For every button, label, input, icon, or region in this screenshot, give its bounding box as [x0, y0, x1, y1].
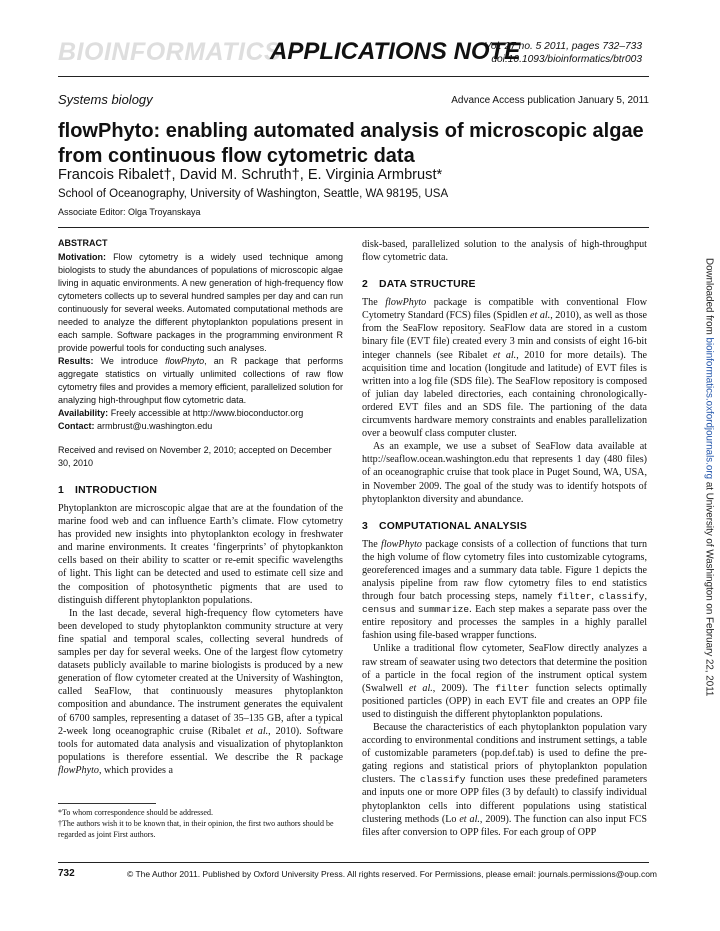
volume-info: [485, 40, 642, 66]
comp-p2-text-b: , 2009). The: [432, 682, 496, 694]
data-p1-text-b: package is compatible with conventional Flow Cytometry Standard (FCS) files (Spidlen: [362, 297, 647, 322]
availability-label: Availability:: [58, 408, 109, 418]
left-column: [58, 238, 343, 777]
code-filter: filter: [557, 591, 592, 603]
contact-email[interactable]: armbrust@u.washington.edu: [97, 421, 213, 431]
intro-p2-package: flowPhyto: [58, 764, 99, 776]
section-heading-computational-analysis: [362, 521, 647, 532]
comp-paragraph-2: [362, 642, 647, 721]
comp-p1-text-c: . Each step makes a separate pass over the entire repository and processes the samples in a highly parallel fashion using file-based wrapper functions.: [362, 604, 648, 642]
section-number: 2: [362, 279, 368, 291]
results-label: Results:: [58, 356, 94, 366]
abstract-contact: [58, 420, 343, 433]
data-p1-etal: et al.: [530, 310, 551, 322]
comp-p1-text-a: The: [362, 538, 382, 550]
data-p1-text-c: , 2010), as well as those from the SeaFlow repository. SeaFlow data are stored in a custom binary file (EVT file) created every 3 min and consists of eight 16-bit integer channels (see Ribalet: [362, 310, 648, 361]
footnote-correspondence: *To whom correspondence should be addressed.: [58, 808, 213, 817]
comp-paragraph-3: [362, 721, 647, 839]
journal-brand: BIOINFORMATICS: [58, 38, 282, 66]
results-text-post: , an R package that performs aggregate statistics on virtually unlimited collections of raw flow cytometry files and provides a memory efficient, parallelized solution for analyzing high-throughput flow cytometric data.: [58, 356, 343, 405]
download-watermark: [701, 258, 717, 728]
download-suffix: at University of Washington on February 22, 2011: [703, 479, 715, 697]
abstract-motivation: [58, 251, 343, 355]
associate-editor: Associate Editor: Olga Troyanskaya: [58, 207, 201, 217]
data-p1-text-a: The: [362, 297, 386, 309]
intro-p2-text-c: , which provides a: [98, 764, 173, 776]
section-title: COMPUTATIONAL ANALYSIS: [379, 520, 527, 532]
comp-p2-text-c: function selects optimally positioned particles (OPP) in each EVT file and creates an OPP file used to distinguish the different phytoplankton populations.: [362, 682, 647, 720]
section-name: Systems biology: [58, 92, 153, 107]
download-prefix: Downloaded from: [703, 258, 715, 338]
copyright-notice: © The Author 2011. Published by Oxford University Press. All rights reserved. For Permissions, please email: journals.permissions@oup.com: [127, 869, 657, 879]
data-paragraph-2: As an example, we use a subset of SeaFlow data available at http://seaflow.ocean.washington.edu that represents 1 day (480 files) of an oceanographic cruise that took place in Puget Sound, WA, USA, in November 2009. The goal of the study was to identify hotspots of phytoplankton diversity and abundance.: [362, 441, 647, 505]
data-paragraph-1: [362, 296, 647, 440]
abstract-heading: ABSTRACT: [58, 238, 108, 248]
comp-sep-1: ,: [591, 591, 599, 603]
data-p1-package: flowPhyto: [385, 297, 427, 309]
right-column: [362, 238, 647, 839]
author-list: Francois Ribalet†, David M. Schruth†, E. Virginia Armbrust*: [58, 167, 443, 183]
section-number: 1: [58, 485, 64, 496]
motivation-label: Motivation:: [58, 252, 106, 262]
comp-sep-3: and: [396, 604, 418, 616]
intro-p2-text-b: , 2010). Software tools for automated data analysis and visualization of phytoplankton populations is therefore essential. We describe the R package: [58, 725, 343, 763]
intro-p2-text-a: In the last decade, several high-frequency flow cytometers have been developed to study phytoplankton community structure at very fine spatial and temporal scales, collecting several hundreds of samples per day for several weeks. One of the largest flow cytometry datasets publicly available to marine biologists is produced by a new generation of flow cytometer created at the University of Washington, called SeaFlow, that continuously measures phytoplankton composition and abundance. The instrument generates the equivalent of 6700 samples, representing a dataset of 35–135 GB, after a typical 2-week long oceanographic cruise (Ribalet: [58, 607, 343, 737]
intro-paragraph-2: [58, 607, 343, 777]
comp-p1-text-b: package consists of a collection of functions that turn the high volume of flow cytometry files into customizable cytograms, georeferenced images and a summary data table. Figure 1 depicts the analysis pipeline from raw flow cytometry files to end statistics through four batch processing steps, namely: [362, 538, 648, 603]
comp-p2-etal: et al.: [409, 682, 433, 694]
download-notice: [704, 258, 715, 696]
section-heading-introduction: [58, 485, 343, 496]
section-title: DATA STRUCTURE: [379, 279, 476, 291]
code-filter-2: filter: [495, 682, 530, 694]
code-classify-2: classify: [419, 774, 466, 786]
data-p1-text-d: , 2010 for more details). The acquisition time and location (longitude and latitude) of EVT files is written into a log file (SDS file). The SeaFlow repository is composed of julian day labeled directories, each containing chronologically-ordered EVT files and an SDS file. The partioning of the data circumvents hardware memory constraints and enables parallelization over a beowulf class computer cluster.: [362, 349, 647, 440]
comp-p3-etal: et al.: [459, 813, 480, 825]
article-type: APPLICATIONS NOTE: [270, 38, 521, 65]
comp-p2-text-a: Unlike a traditional flow cytometer, SeaFlow directly analyzes a raw stream of seawater using two detectors that determine the position of a particle in the focal region of the instrument optical system (Swalwell: [362, 643, 647, 694]
comp-paragraph-1: [362, 538, 647, 643]
comp-p3-text-b: function uses these predefined parameters and inputs one or more OPP files (3 by default) to classify individual phytoplankton cells into different populations using statistical clustering methods (Lo: [362, 774, 647, 825]
download-link[interactable]: bioinformatics.oxfordjournals.org: [703, 337, 715, 480]
intro-paragraph-1: Phytoplankton are microscopic algae that are at the foundation of the marine food web and can influence Earth’s climate. Flow cytometry has provided new insights into phytoplankton ecology in freshwater and marine environments. It creates ‘fingerprints’ of phytopkankton cells based on their ability to scatter or re-emit specific wavelengths of light. This light can be detected and used to estimate cell size and the composition of photosynthetic pigments that are used to distinguish different phytoplankton populations.: [58, 503, 343, 606]
advance-access: Advance Access publication January 5, 2011: [451, 95, 649, 106]
page-number: 732: [58, 868, 75, 879]
abstract-availability: [58, 407, 343, 420]
affiliation: School of Oceanography, University of Washington, Seattle, WA 98195, USA: [58, 188, 449, 200]
volume-pages: Vol. 27 no. 5 2011, pages 732–733: [484, 41, 642, 52]
comp-p3-text-a: Because the characteristics of each phytoplankton population vary according to environmental conditions and instrument settings, a table of customizable parameters (pop.def.tab) is used to define the pre-gating regions and statistical priors of phytoplankton population clusters. The: [362, 722, 647, 786]
section-number: 3: [362, 520, 368, 532]
code-summarize: summarize: [417, 604, 470, 616]
footnote-rule: [58, 803, 156, 804]
contact-label: Contact:: [58, 421, 95, 431]
footnotes: [58, 807, 343, 840]
footnote-joint-authors: †The authors wish it to be known that, in their opinion, the first two authors should be regarded as joint First authors.: [58, 819, 334, 839]
code-census: census: [362, 604, 397, 616]
comp-sep-2: ,: [644, 591, 648, 603]
title-rule: [58, 227, 649, 228]
intro-continuation: disk-based, parallelized solution to the analysis of high-throughput flow cytometric data.: [362, 239, 647, 264]
motivation-text: Flow cytometry is a widely used technique among biologists to study the abundances of populations of microscopic algae living in aquatic environments. A new generation of high-frequency flow cytometers collects up to several hundred samples per day and can run continuously for several weeks. Automated computational methods are needed to analyze the different phytoplankton populations present in each sample. Software packages in the programming environment R provide powerful tools for conducting such analyses.: [58, 252, 343, 353]
code-classify: classify: [598, 591, 645, 603]
results-package: flowPhyto: [165, 356, 205, 366]
intro-p2-etal: et al.: [245, 725, 269, 737]
data-p1-etal-2: et al.: [492, 349, 517, 361]
comp-p1-package: flowPhyto: [381, 538, 422, 550]
results-text-pre: We introduce: [100, 356, 166, 366]
section-title: INTRODUCTION: [75, 485, 158, 496]
availability-text[interactable]: Freely accessible at http://www.bioconductor.org: [110, 408, 304, 418]
received-dates: Received and revised on November 2, 2010; accepted on December 30, 2010: [58, 445, 332, 468]
footer-rule: [58, 862, 649, 863]
header-rule: [58, 76, 649, 77]
abstract-results: [58, 355, 343, 407]
comp-p3-text-c: , 2009). The function can also input FCS files after conversion to OPP files. For each group of OPP: [362, 813, 648, 838]
section-heading-data-structure: [362, 279, 647, 290]
doi[interactable]: doi:10.1093/bioinformatics/btr003: [491, 54, 642, 65]
article-title: flowPhyto: enabling automated analysis of microscopic algae from continuous flow cytometric data: [58, 120, 644, 167]
